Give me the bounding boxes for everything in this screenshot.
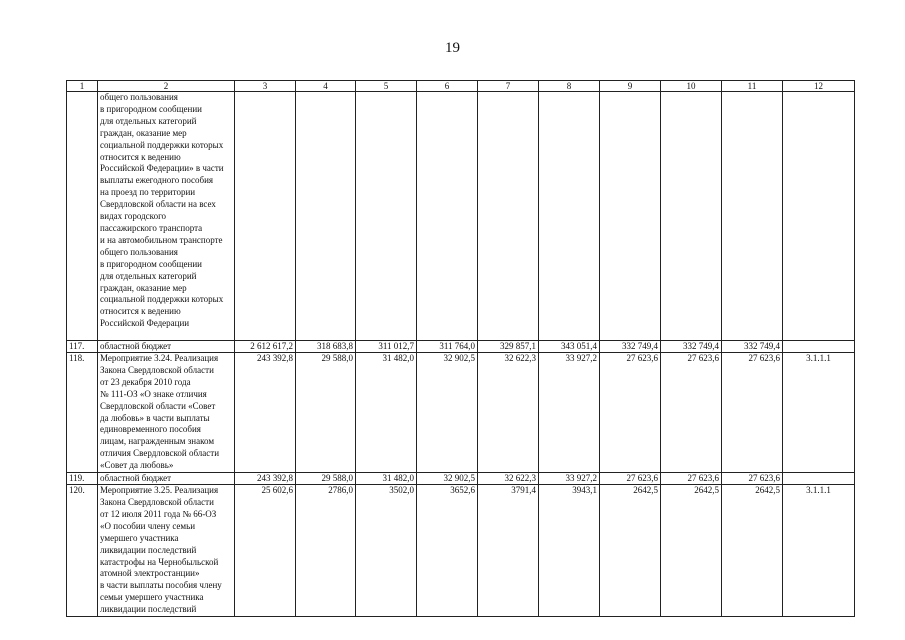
value-cell: 31 482,0: [356, 473, 417, 485]
value-cell: 243 392,8: [235, 353, 296, 473]
value-cell: 29 588,0: [296, 473, 356, 485]
value-cell: 243 392,8: [235, 473, 296, 485]
value-cell: 2642,5: [722, 485, 783, 617]
value-cell: 332 749,4: [661, 341, 722, 353]
value-cell: 27 623,6: [661, 353, 722, 473]
column-number-cell: 9: [600, 81, 661, 92]
value-cell: 27 623,6: [722, 353, 783, 473]
value-cell: 311 764,0: [417, 341, 478, 353]
value-cell: 2786,0: [296, 485, 356, 617]
target-code-cell: [783, 92, 855, 341]
value-cell: 32 622,3: [478, 353, 539, 473]
value-cell: 332 749,4: [600, 341, 661, 353]
column-number-header-row: [67, 81, 855, 92]
row-description-cell: Мероприятие 3.25. Реализация Закона Свердловской области от 12 июля 2011 года № 66-ОЗ «О пособии члену семьи умершего участника ликвидации последствий катастрофы на Чернобыльской атомной электростанции» в части выплаты пособия члену семьи умершего участника ликвидации последствий: [98, 485, 235, 617]
value-cell: [296, 92, 356, 341]
table-row: [67, 353, 855, 473]
table-row: [67, 341, 855, 353]
value-cell: 27 623,6: [661, 473, 722, 485]
value-cell: [661, 92, 722, 341]
page-number: 19: [445, 40, 460, 56]
value-cell: 25 602,6: [235, 485, 296, 617]
row-number-cell: 119.: [67, 473, 98, 485]
value-cell: [539, 92, 600, 341]
column-number-cell: 5: [356, 81, 417, 92]
column-number-cell: 3: [235, 81, 296, 92]
column-number-cell: 12: [783, 81, 855, 92]
table-row: [67, 92, 855, 341]
row-number-cell: 120.: [67, 485, 98, 617]
row-description-cell: Мероприятие 3.24. Реализация Закона Свердловской области от 23 декабря 2010 года № 111-ОЗ «О знаке отличия Свердловской области «Совет да любовь» в части выплаты единовременного пособия лицам, награжденным знаком отличия Свердловской области «Совет да любовь»: [98, 353, 235, 473]
column-number-cell: 6: [417, 81, 478, 92]
value-cell: [417, 92, 478, 341]
value-cell: 329 857,1: [478, 341, 539, 353]
column-number-cell: 4: [296, 81, 356, 92]
value-cell: 343 051,4: [539, 341, 600, 353]
row-description-cell: областной бюджет: [98, 341, 235, 353]
value-cell: 33 927,2: [539, 353, 600, 473]
value-cell: 332 749,4: [722, 341, 783, 353]
value-cell: 29 588,0: [296, 353, 356, 473]
value-cell: [478, 92, 539, 341]
value-cell: 27 623,6: [600, 353, 661, 473]
value-cell: 27 623,6: [722, 473, 783, 485]
value-cell: [356, 92, 417, 341]
table-row: [67, 473, 855, 485]
target-code-cell: [783, 341, 855, 353]
value-cell: [722, 92, 783, 341]
row-number-cell: [67, 92, 98, 341]
row-description-cell: областной бюджет: [98, 473, 235, 485]
row-number-cell: 117.: [67, 341, 98, 353]
row-number-cell: 118.: [67, 353, 98, 473]
value-cell: 32 902,5: [417, 473, 478, 485]
value-cell: 33 927,2: [539, 473, 600, 485]
value-cell: 2 612 617,2: [235, 341, 296, 353]
column-number-cell: 1: [67, 81, 98, 92]
target-code-cell: 3.1.1.1: [783, 353, 855, 473]
row-description-cell: общего пользования в пригородном сообщении для отдельных категорий граждан, оказание мер социальной поддержки которых относится к ведению Российской Федерации» в части выплаты ежегодного пособия на проезд по территории Свердловской области на всех видах городского пассажирского транспорта и на автомобильном транспорте общего пользования в пригородном сообщении для отдельных категорий граждан, оказание мер социальной поддержки которых относится к ведению Российской Федерации: [98, 92, 235, 341]
column-number-cell: 2: [98, 81, 235, 92]
column-number-cell: 11: [722, 81, 783, 92]
value-cell: [600, 92, 661, 341]
value-cell: 2642,5: [661, 485, 722, 617]
budget-table: [66, 80, 855, 617]
value-cell: 3502,0: [356, 485, 417, 617]
value-cell: 311 012,7: [356, 341, 417, 353]
column-number-cell: 8: [539, 81, 600, 92]
value-cell: 318 683,8: [296, 341, 356, 353]
column-number-cell: 10: [661, 81, 722, 92]
value-cell: 2642,5: [600, 485, 661, 617]
column-number-cell: 7: [478, 81, 539, 92]
value-cell: 32 622,3: [478, 473, 539, 485]
value-cell: 32 902,5: [417, 353, 478, 473]
target-code-cell: 3.1.1.1: [783, 485, 855, 617]
value-cell: 31 482,0: [356, 353, 417, 473]
table-row: [67, 485, 855, 617]
value-cell: [235, 92, 296, 341]
value-cell: 27 623,6: [600, 473, 661, 485]
value-cell: 3791,4: [478, 485, 539, 617]
target-code-cell: [783, 473, 855, 485]
value-cell: 3943,1: [539, 485, 600, 617]
value-cell: 3652,6: [417, 485, 478, 617]
